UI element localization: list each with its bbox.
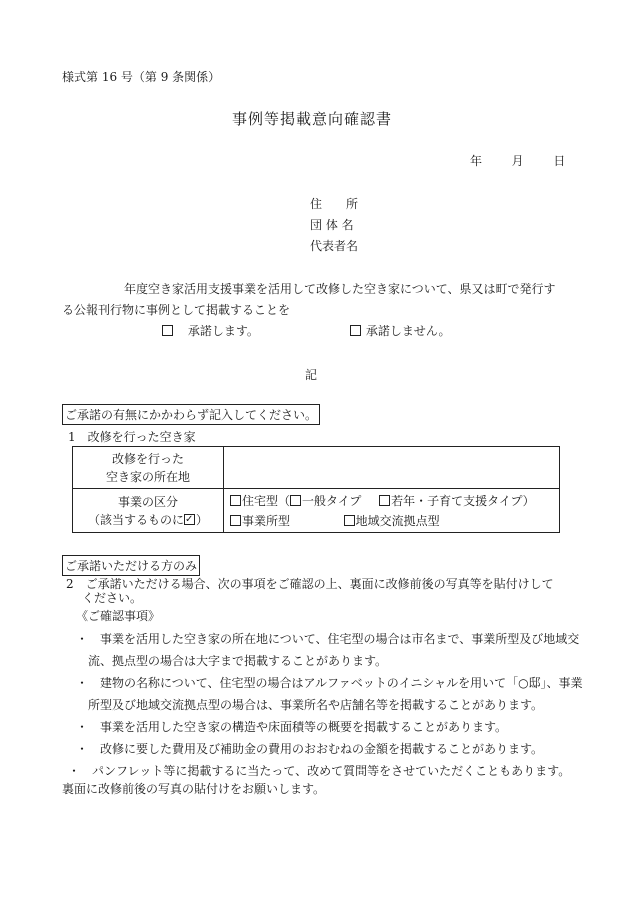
business-type-hint-close: ） xyxy=(196,512,209,527)
consent-label: 承諾します。 xyxy=(187,324,259,338)
business-type-row-2 xyxy=(230,511,558,531)
item2-line-2: ください。 xyxy=(82,591,143,605)
location-input-cell[interactable] xyxy=(224,447,560,489)
location-label-line-2: 空き家の所在地 xyxy=(105,469,190,484)
bullet-1-line-1: ・ 事業を活用した空き家の所在地について、住宅型の場合は市名まで、事業所型及び地域交 xyxy=(76,632,580,646)
closing-note: 裏面に改修前後の写真の貼付けをお願いします。 xyxy=(62,782,326,796)
confirm-heading: 《ご確認事項》 xyxy=(76,609,161,623)
general-type-checkbox[interactable] xyxy=(290,495,301,506)
date-month: 月 xyxy=(511,154,524,168)
section-all-label: ご承諾の有無にかかわらず記入してください。 xyxy=(62,404,320,425)
location-label-line-1: 改修を行った xyxy=(111,451,184,466)
bullet-2-line-2: 所型及び地域交流拠点型の場合は、事業所名や店舗名等を掲載することがあります。 xyxy=(88,698,544,712)
decline-option[interactable] xyxy=(350,322,451,339)
location-label-cell xyxy=(73,447,224,489)
date-day: 日 xyxy=(553,154,566,168)
bullet-2-line-1: ・ 建物の名称について、住宅型の場合はアルファベットのイニシャルを用いて「○邸」、事業 xyxy=(76,676,583,690)
decline-checkbox[interactable] xyxy=(350,325,361,336)
bullet-5: ・ パンフレット等に掲載するに当たって、改めて質問等をさせていただくこともあります。 xyxy=(68,764,571,778)
general-type-label: 一般タイプ xyxy=(302,493,362,508)
consent-checkbox[interactable] xyxy=(162,325,173,336)
business-type-row-1 xyxy=(230,491,558,511)
representative-label: 代表者名 xyxy=(310,239,359,253)
business-type-hint: （該当するものに xyxy=(87,512,184,527)
date-line xyxy=(470,152,565,169)
business-type-label-cell xyxy=(73,489,224,533)
group-label: 団 体 名 xyxy=(310,218,354,232)
residential-checkbox[interactable] xyxy=(230,495,241,506)
document-title: 事例等掲載意向確認書 xyxy=(232,110,393,128)
item1-heading: 1 改修を行った空き家 xyxy=(68,430,196,444)
business-type-options-cell xyxy=(224,489,560,533)
form-number: 様式第 16 号（第 9 条関係） xyxy=(62,70,221,84)
residential-label: 住宅型（ xyxy=(242,493,291,508)
section-consent-label: ご承諾いただける方のみ xyxy=(62,555,200,576)
property-table xyxy=(72,446,560,533)
bullet-3: ・ 事業を活用した空き家の構造や床面積等の概要を掲載することがあります。 xyxy=(76,720,508,734)
young-family-checkbox[interactable] xyxy=(379,495,390,506)
office-checkbox[interactable] xyxy=(230,515,241,526)
business-type-label-line-2 xyxy=(74,511,222,529)
business-type-label-line-1: 事業の区分 xyxy=(117,494,178,509)
young-family-label: 若年・子育て支援タイプ） xyxy=(391,493,535,508)
body-line-2: る公報刊行物に事例として掲載することを xyxy=(62,303,291,317)
body-line-1: 年度空き家活用支援事業を活用して改修した空き家について、県又は町で発行す xyxy=(124,282,556,296)
item2-line-1: 2 ご承諾いただける場合、次の事項をご確認の上、裏面に改修前後の写真等を貼付けして xyxy=(66,577,554,591)
consent-option[interactable] xyxy=(162,322,259,339)
ki-heading: 記 xyxy=(305,368,318,382)
date-year: 年 xyxy=(470,154,483,168)
checkmark-icon xyxy=(184,514,195,525)
community-hub-checkbox[interactable] xyxy=(344,515,355,526)
address-label: 住 所 xyxy=(310,197,359,211)
bullet-1-line-2: 流、拠点型の場合は大字まで掲載することがあります。 xyxy=(88,654,388,668)
office-label: 事業所型 xyxy=(242,513,291,528)
bullet-4: ・ 改修に要した費用及び補助金の費用のおおむねの金額を掲載することがあります。 xyxy=(76,742,544,756)
community-hub-label: 地域交流拠点型 xyxy=(355,513,440,528)
decline-label: 承諾しません。 xyxy=(365,324,451,338)
